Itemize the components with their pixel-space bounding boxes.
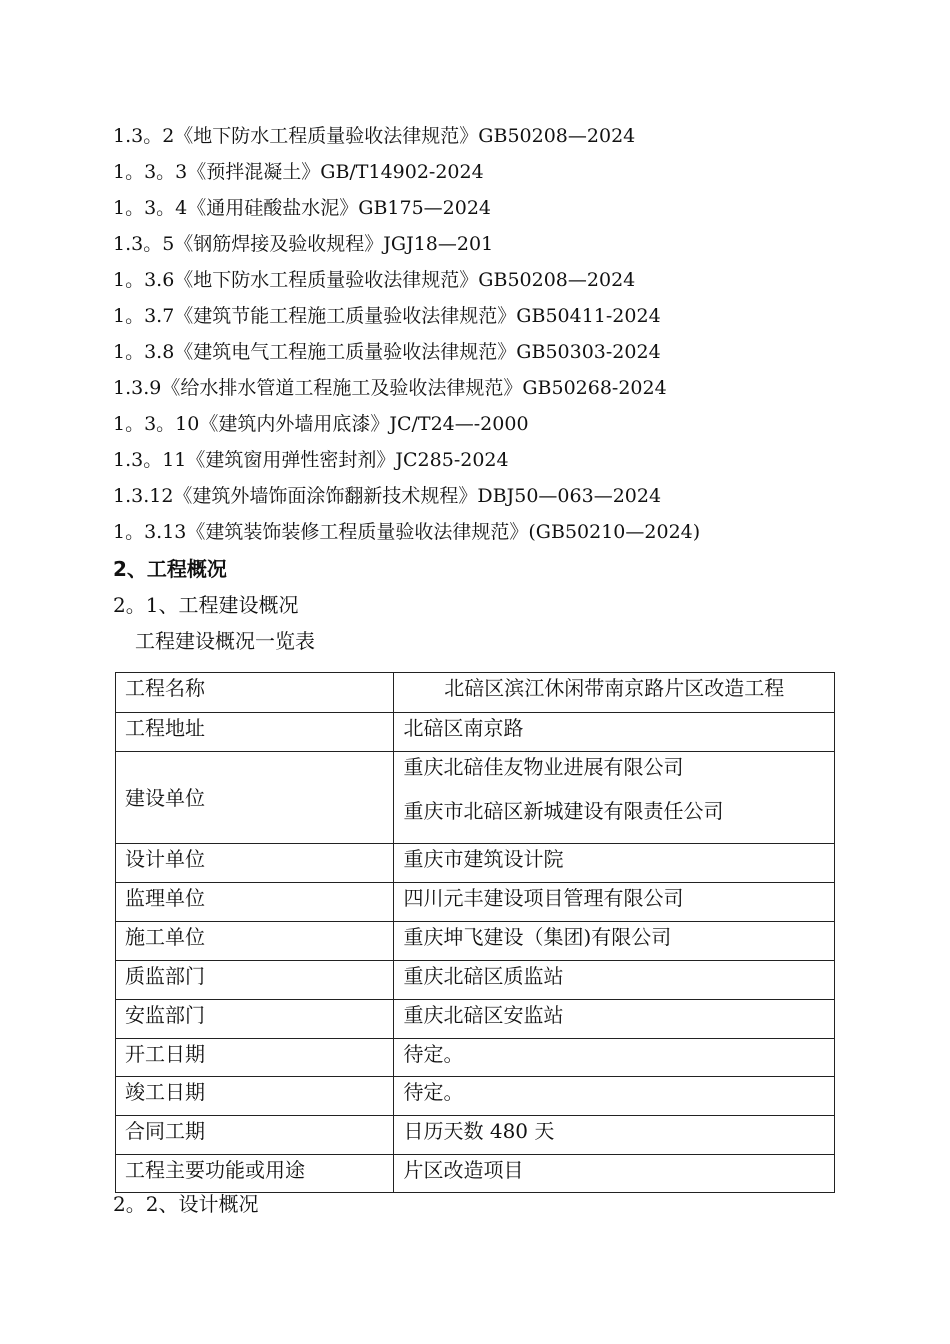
row-value: 待定。 bbox=[394, 1077, 835, 1116]
table-row bbox=[116, 673, 835, 713]
subsection-heading: 2。1、工程建设概况 bbox=[113, 593, 299, 617]
reference-item: 1。3。4《通用硅酸盐水泥》GB175—2024 bbox=[113, 197, 492, 219]
reference-item: 1.3。11《建筑窗用弹性密封剂》JC285-2024 bbox=[113, 449, 509, 471]
table-row bbox=[116, 922, 835, 961]
row-value-line: 重庆市北碚区新城建设有限责任公司 bbox=[403, 799, 724, 823]
row-value: 重庆北碚区安监站 bbox=[394, 1000, 835, 1039]
row-label: 安监部门 bbox=[116, 1000, 394, 1039]
reference-item: 1。3.6《地下防水工程质量验收法律规范》GB50208—2024 bbox=[113, 269, 636, 291]
row-value bbox=[394, 752, 835, 844]
row-value: 重庆坤飞建设（集团)有限公司 bbox=[394, 922, 835, 961]
table-row bbox=[116, 752, 835, 844]
row-value: 日历天数 480 天 bbox=[394, 1116, 835, 1155]
reference-item: 1。3.8《建筑电气工程施工质量验收法律规范》GB50303-2024 bbox=[113, 341, 661, 363]
table-row bbox=[116, 1116, 835, 1155]
row-label: 监理单位 bbox=[116, 883, 394, 922]
row-value: 四川元丰建设项目管理有限公司 bbox=[394, 883, 835, 922]
row-label: 建设单位 bbox=[116, 752, 394, 844]
row-label: 施工单位 bbox=[116, 922, 394, 961]
row-value-line: 重庆北碚佳友物业进展有限公司 bbox=[403, 755, 684, 779]
row-label: 工程名称 bbox=[116, 673, 394, 713]
row-label: 工程地址 bbox=[116, 713, 394, 752]
table-row bbox=[116, 1000, 835, 1039]
table-row bbox=[116, 1077, 835, 1116]
reference-item: 1。3。3《预拌混凝土》GB/T14902-2024 bbox=[113, 161, 484, 183]
row-label: 工程主要功能或用途 bbox=[116, 1155, 394, 1193]
table-row bbox=[116, 1039, 835, 1077]
reference-item: 1。3.13《建筑装饰装修工程质量验收法律规范》(GB50210—2024) bbox=[113, 521, 701, 543]
reference-item: 1.3。2《地下防水工程质量验收法律规范》GB50208—2024 bbox=[113, 125, 636, 147]
row-label: 开工日期 bbox=[116, 1039, 394, 1077]
row-label: 设计单位 bbox=[116, 844, 394, 883]
table-row bbox=[116, 713, 835, 752]
table-row bbox=[116, 961, 835, 1000]
table-caption: 工程建设概况一览表 bbox=[135, 629, 315, 653]
row-label: 合同工期 bbox=[116, 1116, 394, 1155]
row-value: 待定。 bbox=[394, 1039, 835, 1077]
table-row bbox=[116, 844, 835, 883]
reference-item: 1.3.9《给水排水管道工程施工及验收法律规范》GB50268-2024 bbox=[113, 377, 667, 399]
table-row bbox=[116, 883, 835, 922]
row-value: 北碚区滨江休闲带南京路片区改造工程 bbox=[394, 673, 835, 713]
section-heading: 2、工程概况 bbox=[113, 557, 227, 581]
project-overview-table bbox=[115, 672, 835, 1193]
row-value: 重庆北碚区质监站 bbox=[394, 961, 835, 1000]
subsection-heading: 2。2、设计概况 bbox=[113, 1192, 259, 1216]
reference-item: 1.3.12《建筑外墙饰面涂饰翻新技术规程》DBJ50—063—2024 bbox=[113, 485, 662, 507]
row-label: 竣工日期 bbox=[116, 1077, 394, 1116]
reference-item: 1。3。10《建筑内外墙用底漆》JC/T24—-2000 bbox=[113, 413, 529, 435]
reference-item: 1.3。5《钢筋焊接及验收规程》JGJ18—201 bbox=[113, 233, 494, 255]
row-value: 北碚区南京路 bbox=[394, 713, 835, 752]
reference-list bbox=[113, 118, 700, 550]
row-value: 重庆市建筑设计院 bbox=[394, 844, 835, 883]
reference-item: 1。3.7《建筑节能工程施工质量验收法律规范》GB50411-2024 bbox=[113, 305, 661, 327]
row-label: 质监部门 bbox=[116, 961, 394, 1000]
row-value: 片区改造项目 bbox=[394, 1155, 835, 1193]
